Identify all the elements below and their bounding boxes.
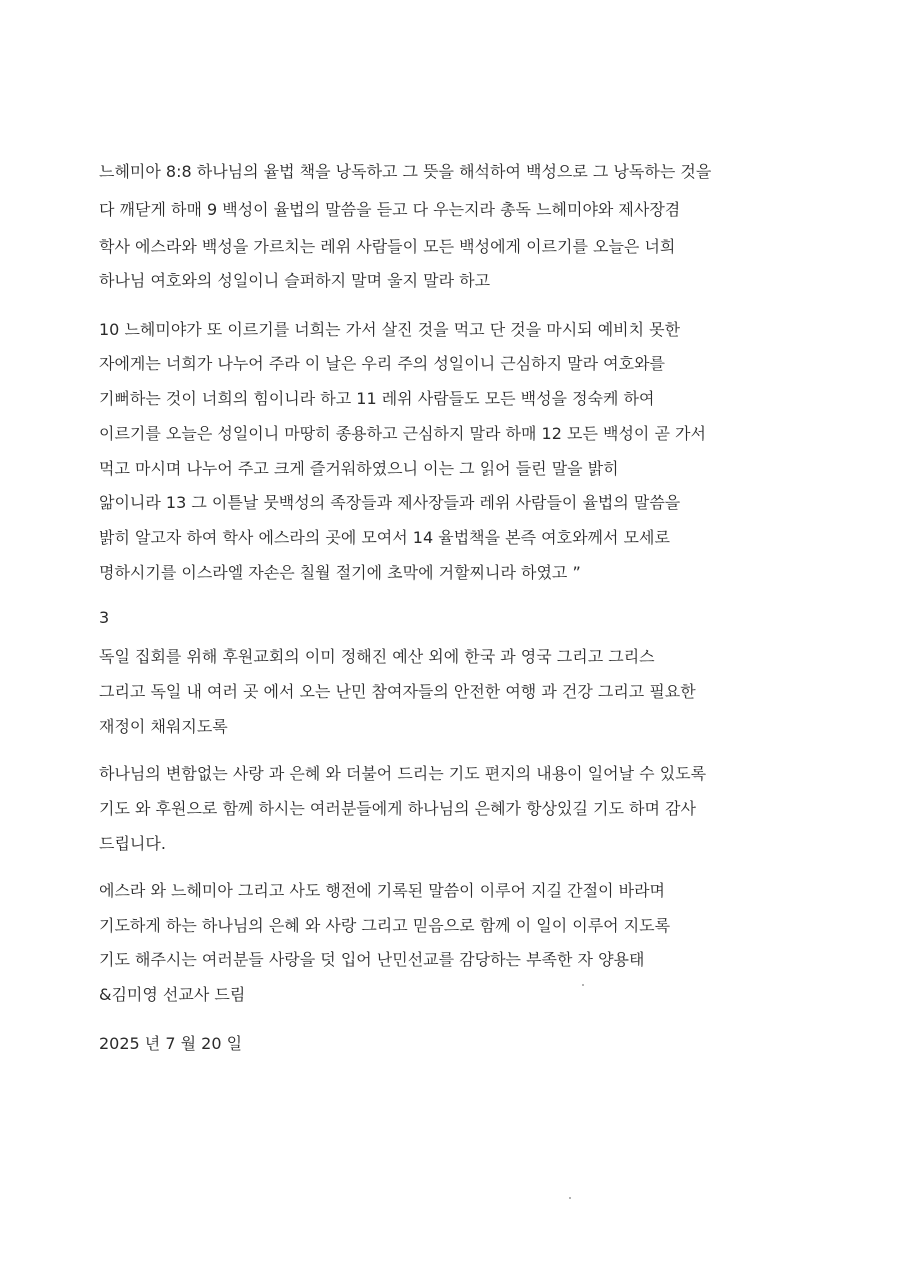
para2-line-1: 10 느헤미야가 또 이르기를 너희는 가서 살진 것을 먹고 단 것을 마시되 예비치 못한	[99, 320, 681, 339]
para3-line-2: 그리고 독일 내 여러 곳 에서 오는 난민 참여자들의 안전한 여행 과 건강 그리고 필요한	[99, 682, 696, 701]
scan-speck	[569, 1197, 571, 1199]
para4-line-2: 기도 와 후원으로 함께 하시는 여러분들에게 하나님의 은혜가 항상있길 기도 하며 감사	[99, 799, 696, 818]
para4-line-1: 하나님의 변함없는 사랑 과 은혜 와 더불어 드리는 기도 편지의 내용이 일어날 수 있도록	[99, 764, 707, 783]
para1-line-1: 느헤미아 8:8 하나님의 율법 책을 낭독하고 그 뜻을 해석하여 백성으로 그 낭독하는 것을	[99, 162, 712, 181]
para3-line-3: 재정이 채워지도록	[99, 717, 228, 736]
para2-line-3: 기뻐하는 것이 너희의 힘이니라 하고 11 레위 사람들도 모든 백성을 정숙케 하여	[99, 389, 655, 408]
para4-line-3: 드립니다.	[99, 834, 166, 853]
para5-line-3: 기도 해주시는 여러분들 사랑을 덧 입어 난민선교를 감당하는 부족한 자 양용태	[99, 950, 645, 969]
para5-line-4: &김미영 선교사 드림	[99, 985, 246, 1004]
para1-line-4: 하나님 여호와의 성일이니 슬퍼하지 말며 울지 말라 하고	[99, 271, 491, 290]
para2-line-2: 자에게는 너희가 나누어 주라 이 날은 우리 주의 성일이니 근심하지 말라 여호와를	[99, 354, 665, 373]
para5-line-1: 에스라 와 느헤미아 그리고 사도 행전에 기록된 말씀이 이루어 지길 간절이 바라며	[99, 881, 665, 900]
para3-line-1: 독일 집회를 위해 후원교회의 이미 정해진 예산 외에 한국 과 영국 그리고 그리스	[99, 647, 655, 666]
para2-line-8: 명하시기를 이스라엘 자손은 칠월 절기에 초막에 거할찌니라 하였고 ”	[99, 563, 581, 582]
para1-line-3: 학사 에스라와 백성을 가르치는 레위 사람들이 모든 백성에게 이르기를 오늘은 너희	[99, 237, 676, 256]
para5-line-2: 기도하게 하는 하나님의 은혜 와 사랑 그리고 믿음으로 함께 이 일이 이루어 지도록	[99, 916, 671, 935]
para2-line-5: 먹고 마시며 나누어 주고 크게 즐거워하였으니 이는 그 읽어 들린 말을 밝히	[99, 459, 619, 478]
scan-speck	[582, 984, 584, 986]
section-number: 3	[99, 608, 110, 627]
para2-line-4: 이르기를 오늘은 성일이니 마땅히 종용하고 근심하지 말라 하매 12 모든 백성이 곧 가서	[99, 424, 706, 443]
para2-line-6: 앎이니라 13 그 이튿날 뭇백성의 족장들과 제사장들과 레위 사람들이 율법의 말씀을	[99, 493, 681, 512]
letter-date: 2025 년 7 월 20 일	[99, 1034, 243, 1053]
para1-line-2: 다 깨닫게 하매 9 백성이 율법의 말씀을 듣고 다 우는지라 총독 느헤미야와 제사장겸	[99, 200, 681, 219]
para2-line-7: 밝히 알고자 하여 학사 에스라의 곳에 모여서 14 율법책을 본즉 여호와께서 모세로	[99, 528, 670, 547]
